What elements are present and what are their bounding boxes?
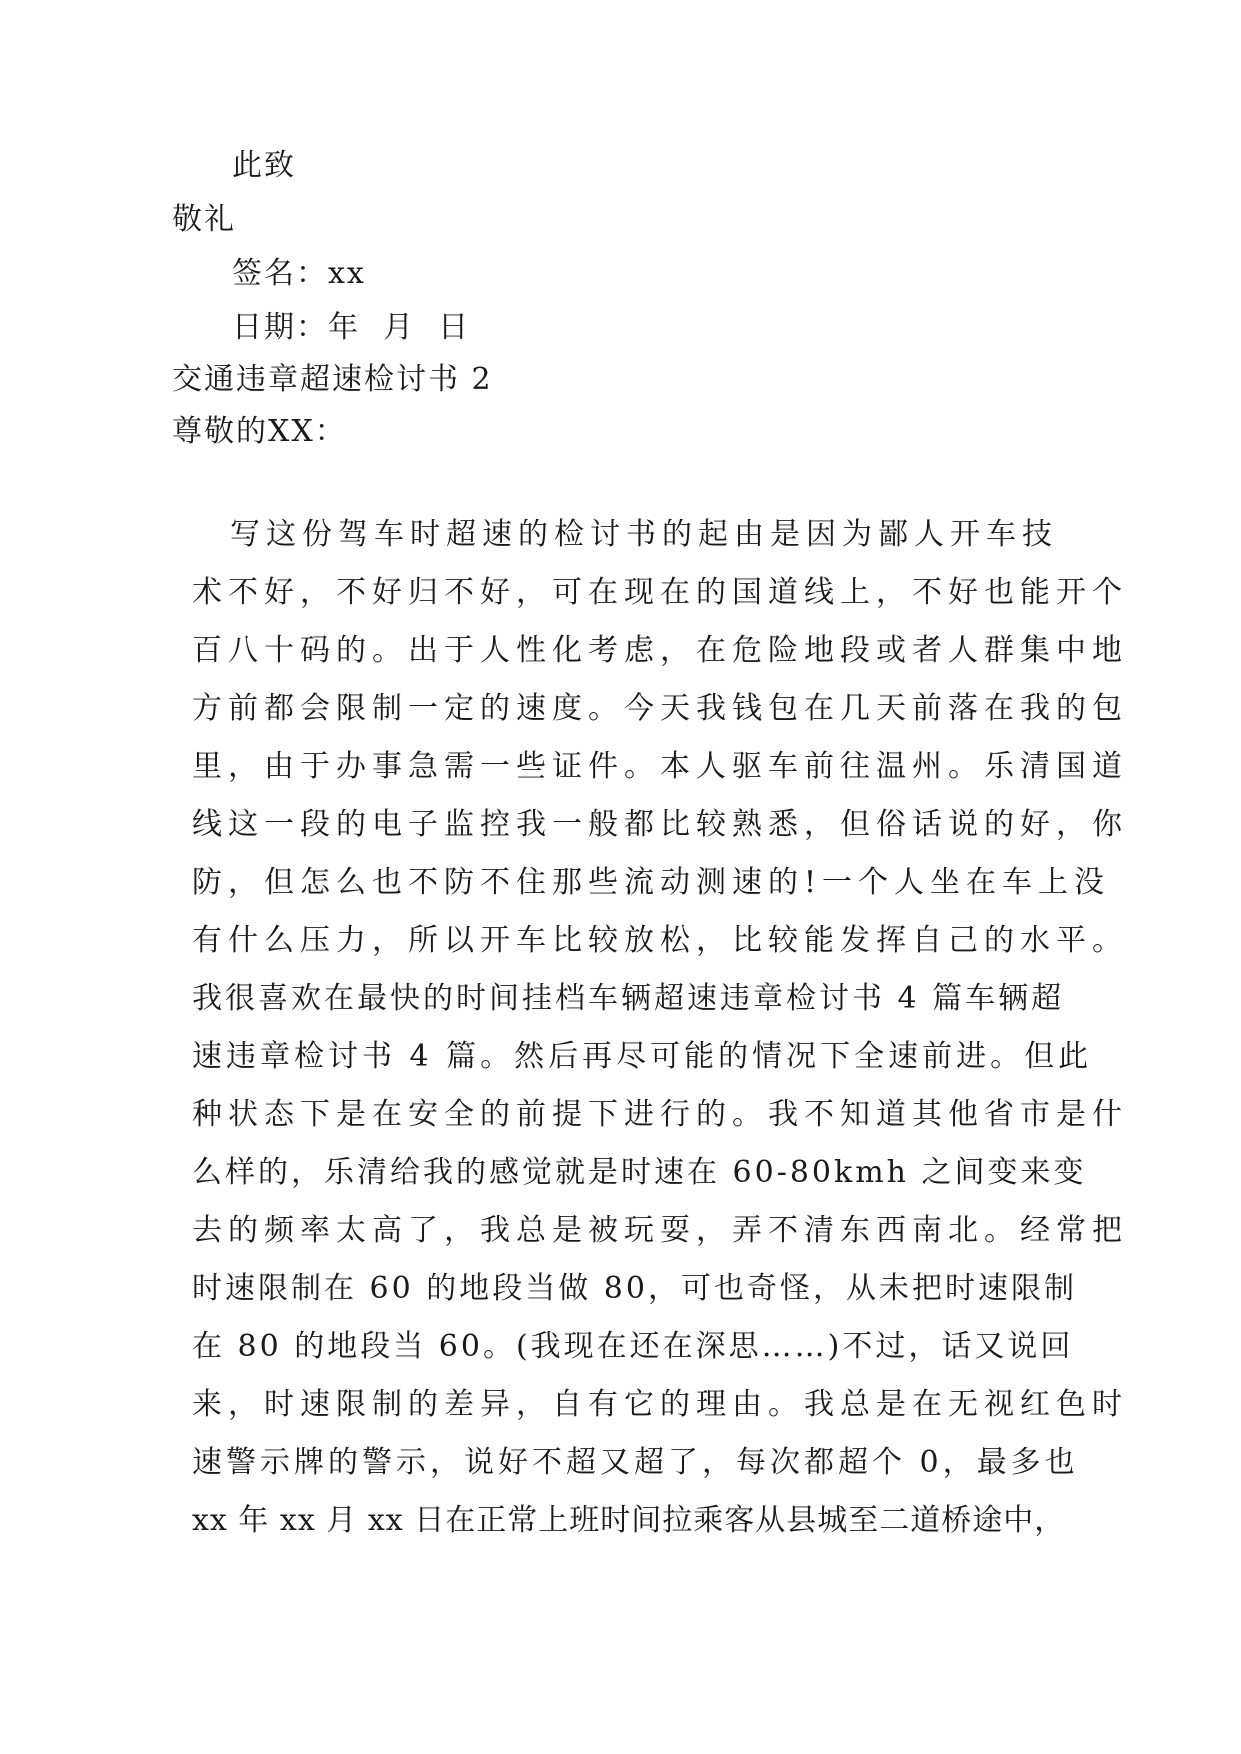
body-line: 百八十码的。出于人性化考虑，在危险地段或者人群集中地	[192, 633, 1128, 668]
body-line: 方前都会限制一定的速度。今天我钱包在几天前落在我的包	[192, 691, 1128, 726]
closing-regards: 敬礼	[172, 202, 236, 237]
body-line: 线这一段的电子监控我一般都比较熟悉，但俗话说的好，你	[192, 807, 1128, 842]
body-line: 术不好，不好归不好，可在现在的国道线上，不好也能开个	[192, 575, 1128, 610]
body-line: 防，但怎么也不防不住那些流动测速的!一个人坐在车上没	[192, 865, 1111, 900]
body-line: 么样的，乐清给我的感觉就是时速在 60-80kmh 之间变来变	[192, 1155, 1087, 1190]
body-line: 时速限制在 60 的地段当做 80，可也奇怪，从未把时速限制	[192, 1271, 1077, 1306]
body-line: 在 80 的地段当 60。(我现在还在深思……)不过，话又说回	[192, 1329, 1074, 1364]
body-line: 我很喜欢在最快的时间挂档车辆超速违章检讨书 4 篇车辆超	[192, 981, 1065, 1016]
closing-salutation: 此致	[232, 148, 296, 183]
body-line: 来，时速限制的差异，自有它的理由。我总是在无视红色时	[192, 1387, 1128, 1422]
section-title: 交通违章超速检讨书 2	[172, 362, 493, 397]
date-line: 日期：年 月 日	[232, 310, 471, 345]
body-line: 里，由于办事急需一些证件。本人驱车前往温州。乐清国道	[192, 749, 1128, 784]
body-text	[192, 506, 1128, 1550]
body-line: 有什么压力，所以开车比较放松，比较能发挥自己的水平。	[192, 923, 1128, 958]
body-line: xx 年 xx 月 xx 日在正常上班时间拉乘客从县城至二道桥途中，	[192, 1503, 1066, 1538]
body-line: 速违章检讨书 4 篇。然后再尽可能的情况下全速前进。但此	[192, 1039, 1093, 1074]
body-line: 速警示牌的警示，说好不超又超了，每次都超个 0，最多也	[192, 1445, 1079, 1480]
body-line: 写这份驾车时超速的检讨书的起由是因为鄙人开车技	[230, 517, 1058, 552]
body-line: 去的频率太高了，我总是被玩耍，弄不清东西南北。经常把	[192, 1213, 1128, 1248]
addressee: 尊敬的XX：	[172, 414, 347, 449]
body-line: 种状态下是在安全的前提下进行的。我不知道其他省市是什	[192, 1097, 1128, 1132]
signature-line: 签名：xx	[232, 256, 366, 291]
